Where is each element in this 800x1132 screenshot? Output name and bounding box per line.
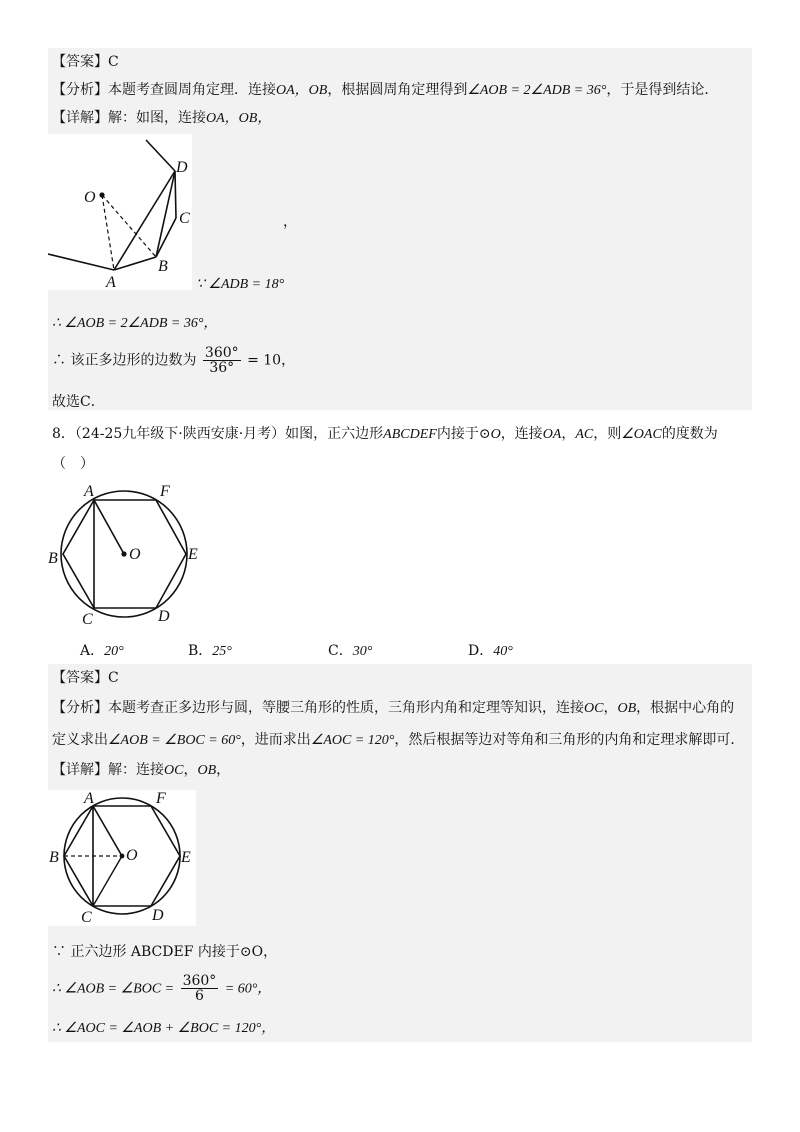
q7-answer: 【答案】C — [52, 54, 119, 70]
q8-label-F: F — [160, 483, 170, 500]
q7-detail: 【详解】解：如图，连接OA，OB， — [52, 110, 272, 126]
q8s-label-E: E — [181, 849, 191, 866]
q7-label-B: B — [158, 258, 168, 275]
q7-since: ∵ ∠ADB = 18° — [196, 277, 285, 292]
q8-therefore2: ∴ ∠AOC = ∠AOB + ∠BOC = 120°， — [52, 1021, 276, 1036]
q7-center-point — [99, 192, 104, 197]
q8-label-B: B — [48, 550, 58, 567]
q7-figure-comma: ， — [283, 214, 297, 230]
q8-option-d[interactable]: D．40° — [468, 643, 513, 659]
q8s-label-C: C — [81, 909, 92, 926]
q8-label-D: D — [158, 608, 170, 625]
q7-label-O: O — [84, 189, 96, 206]
q8-label-A: A — [84, 483, 94, 500]
q8s-label-A: A — [84, 790, 94, 807]
q8s-label-O: O — [126, 847, 138, 864]
q8-segment-OA — [94, 500, 124, 554]
q8s-label-B: B — [49, 849, 59, 866]
q8s-label-D: D — [152, 907, 164, 924]
q8-option-b[interactable]: B．25° — [188, 643, 232, 659]
q8-option-c[interactable]: C．30° — [328, 643, 373, 659]
q8s-center-point — [120, 854, 125, 859]
q7-conclusion: 故选C． — [52, 394, 105, 410]
q7-figure — [48, 134, 192, 290]
q7-label-C: C — [179, 210, 190, 227]
q7-fraction: $\frac{360^\circ}{36^\circ}$ — [204, 345, 239, 376]
q7-polygon-lines — [48, 140, 176, 270]
q8s-segment-OC — [93, 856, 122, 906]
q8-option-a[interactable]: A．20° — [80, 643, 124, 659]
q8-stem-line2: （ ） — [52, 456, 94, 472]
q8s-segment-OA — [93, 806, 122, 856]
q8-answer: 【答案】C — [52, 670, 119, 686]
q7-analysis: 【分析】本题考查圆周角定理．连接OA，OB，根据圆周角定理得到∠AOB = 2∠ADB = 36°，于是得到结论． — [52, 82, 719, 98]
q8-therefore1: ∴ ∠AOB = ∠BOC = $\frac{360^\circ}{6}$ = 60°， — [52, 973, 272, 1004]
q8-analysis-line2: 定义求出∠AOB = ∠BOC = 60°，进而求出∠AOC = 120°，然后根据等边对等角和三角形的内角和定理求解即可． — [52, 732, 745, 748]
q8-label-O: O — [129, 546, 141, 563]
q7-label-A: A — [106, 274, 116, 290]
q8s-label-F: F — [156, 790, 166, 807]
q8-analysis-line1: 【分析】本题考查正多边形与圆，等腰三角形的性质，三角形内角和定理等知识，连接OC，OB，根据中心角的 — [52, 700, 735, 716]
q8-stem-line1: 8．（24-25九年级下·陕西安康·月考）如图，正六边形ABCDEF内接于⊙O，连接OA，AC，则∠OAC的度数为 — [52, 426, 718, 442]
q8-fraction: $\frac{360^\circ}{6}$ — [182, 973, 217, 1004]
q8-label-C: C — [82, 611, 93, 628]
q8-solution-figure — [48, 790, 196, 926]
q8-since: ∵ 正六边形 ABCDEF 内接于⊙O， — [52, 944, 278, 960]
q7-therefore1: ∴ ∠AOB = 2∠ADB = 36°， — [52, 316, 218, 331]
q8-label-E: E — [188, 546, 198, 563]
q8-center-point — [121, 551, 126, 556]
q7-therefore2: ∴ 该正多边形的边数为 $\frac{360^\circ}{36^\circ}$ = 10， — [52, 345, 296, 376]
q7-label-D: D — [176, 159, 188, 176]
q8-figure — [48, 482, 208, 632]
q8-detail: 【详解】解：连接OC，OB， — [52, 762, 231, 778]
